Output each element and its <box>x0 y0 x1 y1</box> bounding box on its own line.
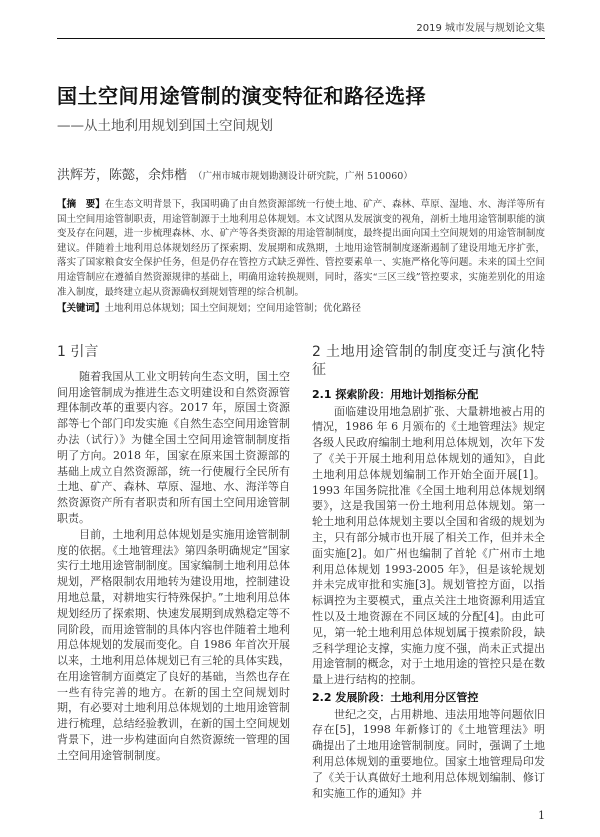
right-column <box>312 343 545 802</box>
abstract <box>57 198 545 300</box>
paragraph: 世纪之交，占用耕地、违法用地等问题依旧存在[5]，1998 年新修订的《土地管理法》明确提出了土地用途管制制度。同时，强调了土地利用总体规划的重要地位。国家土地管理局印发了《关于认真做好土地利用总体规划编制、修订和实施工作的通知》并 <box>312 707 545 800</box>
paragraph: 随着我国从工业文明转向生态文明，国土空间用途管制成为推进生态文明建设和自然资源管理体制改革的重要内容。2017 年，原国土资源部等七个部门印发实施《自然生态空间用途管制办法（试行）》为健全国土空间用途管制制度指明了方向。2018 年，国家在原来国土资源部的基础上成立自然资源部，统一行使履行全民所有土地、矿产、森林、草原、湿地、水、海洋等自然资源资产所有者职责和所有国土空间用途管制职责。 <box>57 369 290 525</box>
body-columns <box>57 343 545 802</box>
left-column <box>57 343 290 764</box>
running-header: 2019 城市发展与规划论文集 <box>416 23 545 34</box>
abstract-label: 【摘 要】 <box>57 199 105 210</box>
author-line <box>57 167 545 186</box>
keywords <box>57 302 545 317</box>
paragraph: 面临建设用地急剧扩张、大量耕地被占用的情况，1986 年 6 月颁布的《土地管理法》规定各级人民政府编制土地利用总体规划，次年下发了《关于开展土地利用总体规划的通知》，自此土地利用总体规划编制工作开始全面开展[1]。1993 年国务院批准《全国土地利用总体规划纲要》，这是我国第一份土地利用总体规划。第一轮土地利用总体规划主要以全国和省级的规划为主，只有部分城市也开展了相关工作，但并未全面实施[2]。如广州也编制了首轮《广州市土地利用总体规划 1993-2005 年》，但是该轮规划并未完成审批和实施[3]。规划管控方面，以指标调控为主要模式，重点关注土地资源利用适宜性以及土地资源在不同区域的分配[4]。由此可见，第一轮土地利用总体规划属于摸索阶段，缺乏科学理论支撑，实施力度不强，尚未正式提出用途管制的概念，对于土地用途的管控只是在数量上进行结构的控制。 <box>312 404 545 687</box>
subsection-heading-2-2: 2.2 发展阶段：土地利用分区管控 <box>312 690 479 704</box>
keywords-label: 【关键词】 <box>57 303 105 315</box>
paper-title: 国土空间用途管制的演变特征和路径选择 <box>57 84 426 108</box>
abstract-text: 在生态文明背景下，我国明确了由自然资源部统一行使土地、矿产、森林、草原、湿地、水、海洋等所有国土空间用途管制职责，用途管制源于土地利用总体规划。本文试图从发展演变的视角，剖析土地用途管制职能的演变及存在问题，进一步梳理森林、水、矿产等各类资源的用途管制制度，最终提出面向国土空间规划的用途管制制度建议。伴随着土地利用总体规划经历了探索期、发展期和成熟期，土地用途管制制度逐渐遏制了建设用地无序扩张，落实了国家粮食安全保护任务，但是仍存在管控方式缺乏弹性、管控要素单一、实施严格化等问题。未来的国土空间用途管制应在遵循自然资源规律的基础上，明确用途转换规则，同时，落实“三区三线”管控要求，实施差别化的用途准入制度，最终建立起从资源确权到规划管理的综合机制。 <box>57 199 545 298</box>
section-heading-2: 2 土地用途管制的制度变迁与演化特征 <box>312 343 545 378</box>
paragraph: 目前，土地利用总体规划是实施用途管制制度的依据。《土地管理法》第四条明确规定“国家实行土地用途管制制度。国家编制土地利用总体规划，严格限制农用地转为建设用地，控制建设用地总量，对耕地实行特殊保护。”土地利用总体规划经历了探索期、快速发展期到成熟稳定等不同阶段，而用途管制的具体内容也伴随着土地利用总体规划的发展而变化。自 1986 年首次开展以来，土地利用总体规划已有三轮的具体实践，在用途管制方面奠定了良好的基础，当然也存在一些有待完善的地方。在新的国土空间规划时期，有必要对土地利用总体规划的土地用途管制进行梳理，总结经验教训，在新的国土空间规划背景下，进一步构建面向自然资源统一管理的国土空间用途管制制度。 <box>57 527 290 762</box>
page-number: 1 <box>538 809 545 823</box>
subsection-heading-2-1: 2.1 探索阶段：用地计划指标分配 <box>312 387 479 401</box>
authors: 洪辉芳，陈懿，余炜楷 <box>57 168 188 183</box>
section-heading-1: 1 引言 <box>57 343 99 360</box>
keywords-text: 土地利用总体规划；国土空间规划；空间用途管制；优化路径 <box>104 303 362 315</box>
header-rule <box>57 38 545 39</box>
affiliation: （广州市城市规划勘测设计研究院，广州 510060） <box>193 171 413 182</box>
paper-subtitle: ——从土地利用规划到国土空间规划 <box>57 118 273 134</box>
